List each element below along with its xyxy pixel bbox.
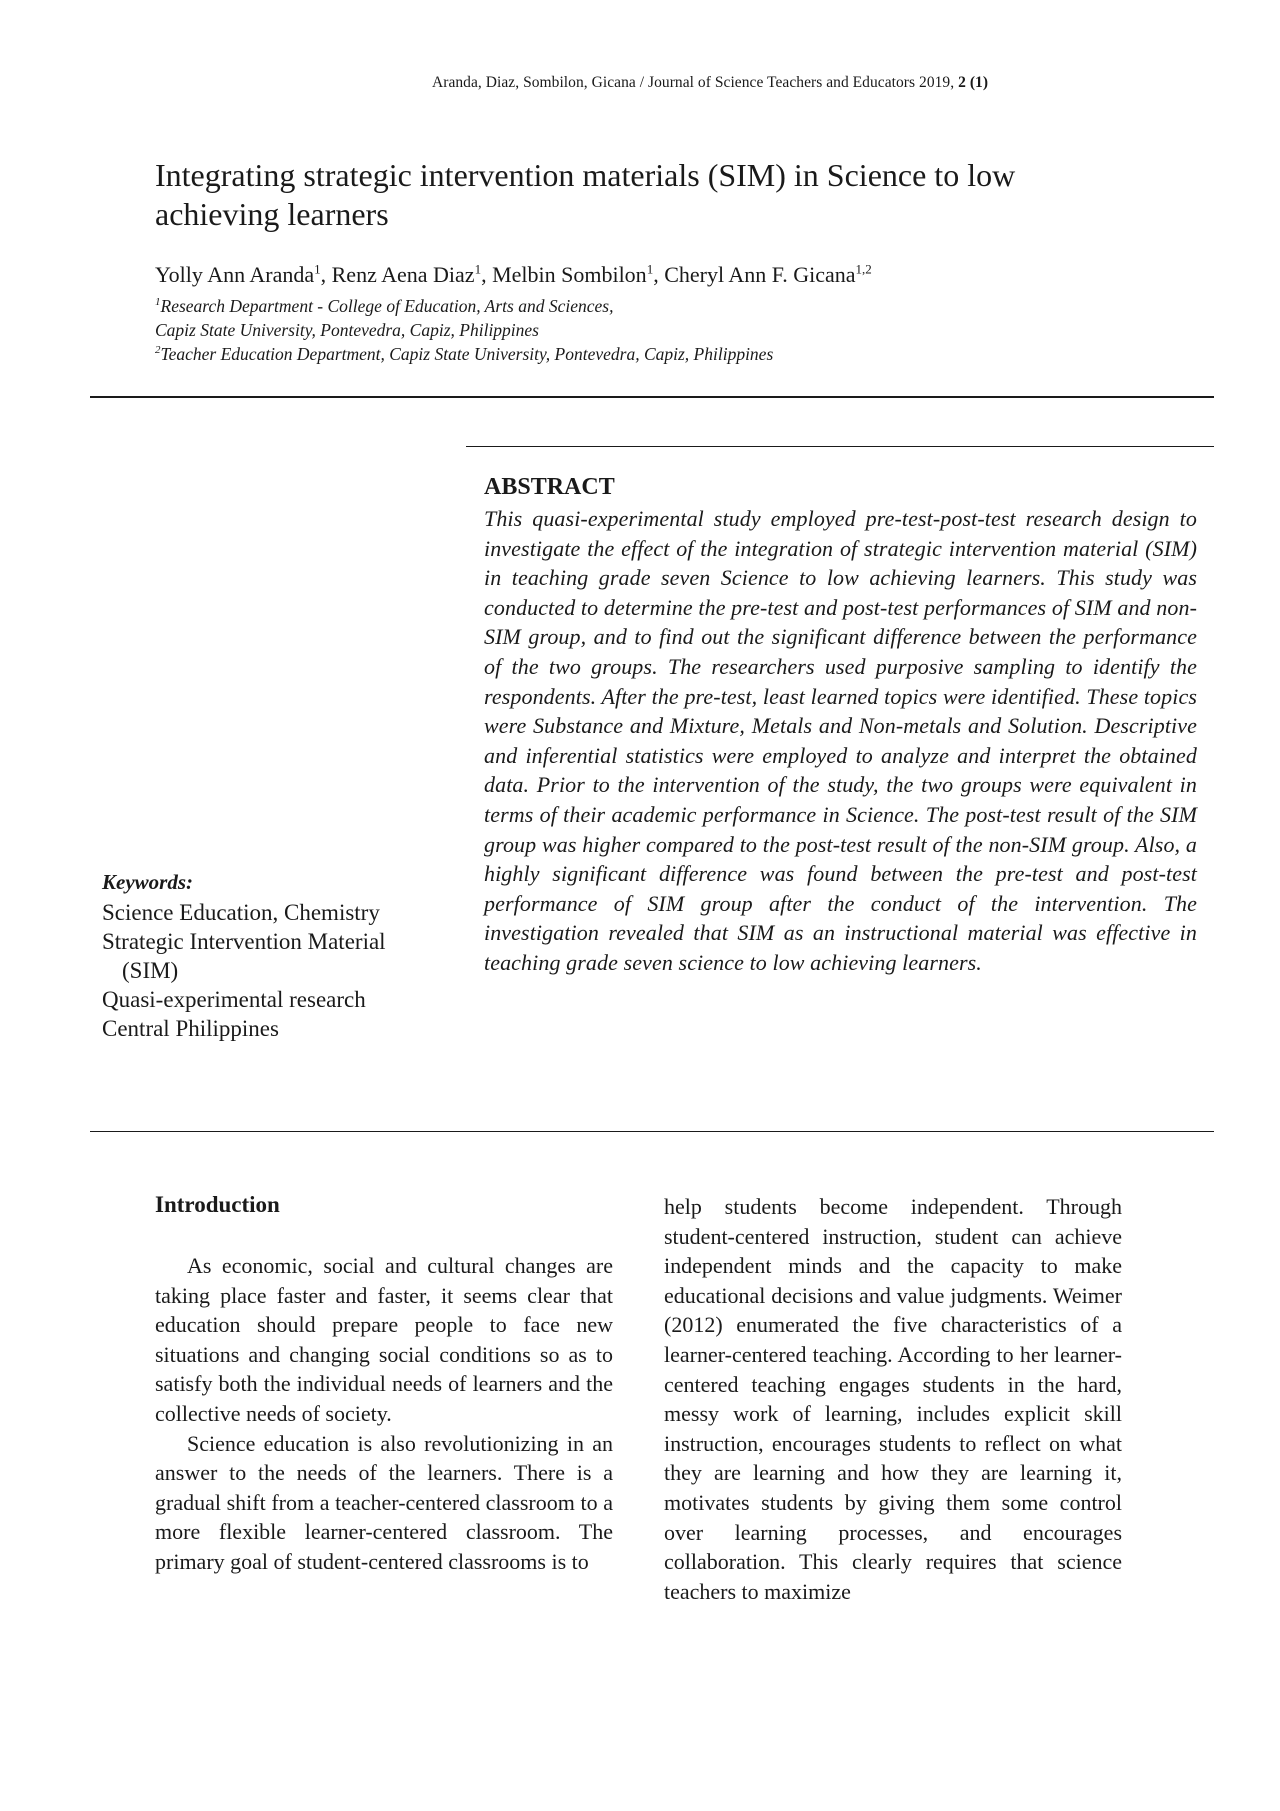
author-affiliation-mark: 1	[474, 261, 482, 277]
running-head-volume: 2	[958, 74, 966, 91]
author-list: Yolly Ann Aranda$^1$, Renz Aena Diaz$^1$, Melbin Sombilon$^1$, Cheryl Ann F. Gicana$^{1,2}$	[155, 261, 872, 287]
body-column-left	[155, 1251, 613, 1577]
abstract-bottom-divider	[90, 1131, 1214, 1132]
keyword-item: Strategic Intervention Material (SIM)	[102, 929, 386, 983]
keyword-item: Central Philippines	[102, 1016, 279, 1041]
running-head-issue: (1)	[969, 74, 989, 91]
author-name: Renz Aena Diaz	[331, 262, 475, 287]
running-head-text: Aranda, Diaz, Sombilon, Gicana / Journal of Science Teachers and Educators 2019,	[432, 74, 959, 91]
affiliation-1-line-1	[155, 296, 613, 317]
keywords-list	[102, 898, 422, 1043]
body-column-right	[664, 1192, 1122, 1606]
keyword-item: Science Education, Chemistry	[102, 900, 380, 925]
introduction-heading: Introduction	[155, 1192, 280, 1217]
affiliation-text: Research Department - College of Education, Arts and Sciences,	[160, 296, 614, 316]
running-head	[432, 74, 1122, 92]
abstract-heading: ABSTRACT	[484, 474, 615, 500]
affiliation-1-line-2: Capiz State University, Pontevedra, Capiz, Philippines	[155, 320, 539, 340]
author-name: Yolly Ann Aranda	[155, 262, 315, 287]
affiliation-text: Teacher Education Department, Capiz State University, Pontevedra, Capiz, Philippines	[160, 344, 774, 364]
keywords-label: Keywords:	[102, 870, 193, 894]
affiliation-mark: 1	[155, 296, 161, 309]
abstract-top-divider	[466, 446, 1214, 447]
author-affiliation-mark: 1	[646, 261, 654, 277]
author-affiliation-mark: 1	[314, 261, 321, 277]
introduction-paragraph: Science education is also revolutionizing in an answer to the needs of the learners. There is a gradual shift from a teacher-centered classroom to a more flexible learner-centered classroom. The primary goal of student-centered classrooms is to	[155, 1430, 613, 1574]
header-divider	[90, 396, 1214, 398]
introduction-paragraph: As economic, social and cultural changes are taking place faster and faster, it seems clear that education should prepare people to face new situations and changing social conditions so as to satisfy both the individual needs of learners and the collective needs of society.	[155, 1253, 613, 1426]
affiliation-2	[155, 344, 773, 365]
keyword-item: Quasi-experimental research	[102, 987, 366, 1012]
abstract-text: This quasi-experimental study employed pre-test-post-test research design to investigate the effect of the integration of strategic intervention material (SIM) in teaching grade seven Science to low achieving learners. This study was conducted to determine the pre-test and post-test performances of SIM and non-SIM group, and to find out the significant difference between the performance of the two groups. The researchers used purposive sampling to identify the respondents. After the pre-test, least learned topics were identified. These topics were Substance and Mixture, Metals and Non-metals and Solution. Descriptive and inferential statistics were employed to analyze and interpret the obtained data. Prior to the intervention of the study, the two groups were equivalent in terms of their academic performance in Science. The post-test result of the SIM group was higher compared to the post-test result of the non-SIM group. Also, a highly significant difference was found between the pre-test and post-test performance of SIM group after the conduct of the intervention. The investigation revealed that SIM as an instructional material was effective in teaching grade seven science to low achieving learners.	[484, 506, 1197, 975]
paper-title: Integrating strategic intervention materials (SIM) in Science to low achieving learners	[155, 157, 1016, 232]
introduction-paragraph: help students become independent. Through student-centered instruction, student can achieve independent minds and the capacity to make educational decisions and value judgments. Weimer (2012) enumerated the five characteristics of a learner-centered teaching. According to her learner-centered teaching engages students in the hard, messy work of learning, includes explicit skill instruction, encourages students to reflect on what they are learning and how they are learning it, motivates students by giving them some control over learning processes, and encourages collaboration. This clearly requires that science teachers to maximize	[664, 1194, 1122, 1604]
author-name: Cheryl Ann F. Gicana	[664, 262, 856, 287]
author-affiliation-mark: 1,2	[855, 261, 872, 277]
affiliation-mark: 2	[155, 344, 161, 357]
author-name: Melbin Sombilon	[492, 262, 647, 287]
